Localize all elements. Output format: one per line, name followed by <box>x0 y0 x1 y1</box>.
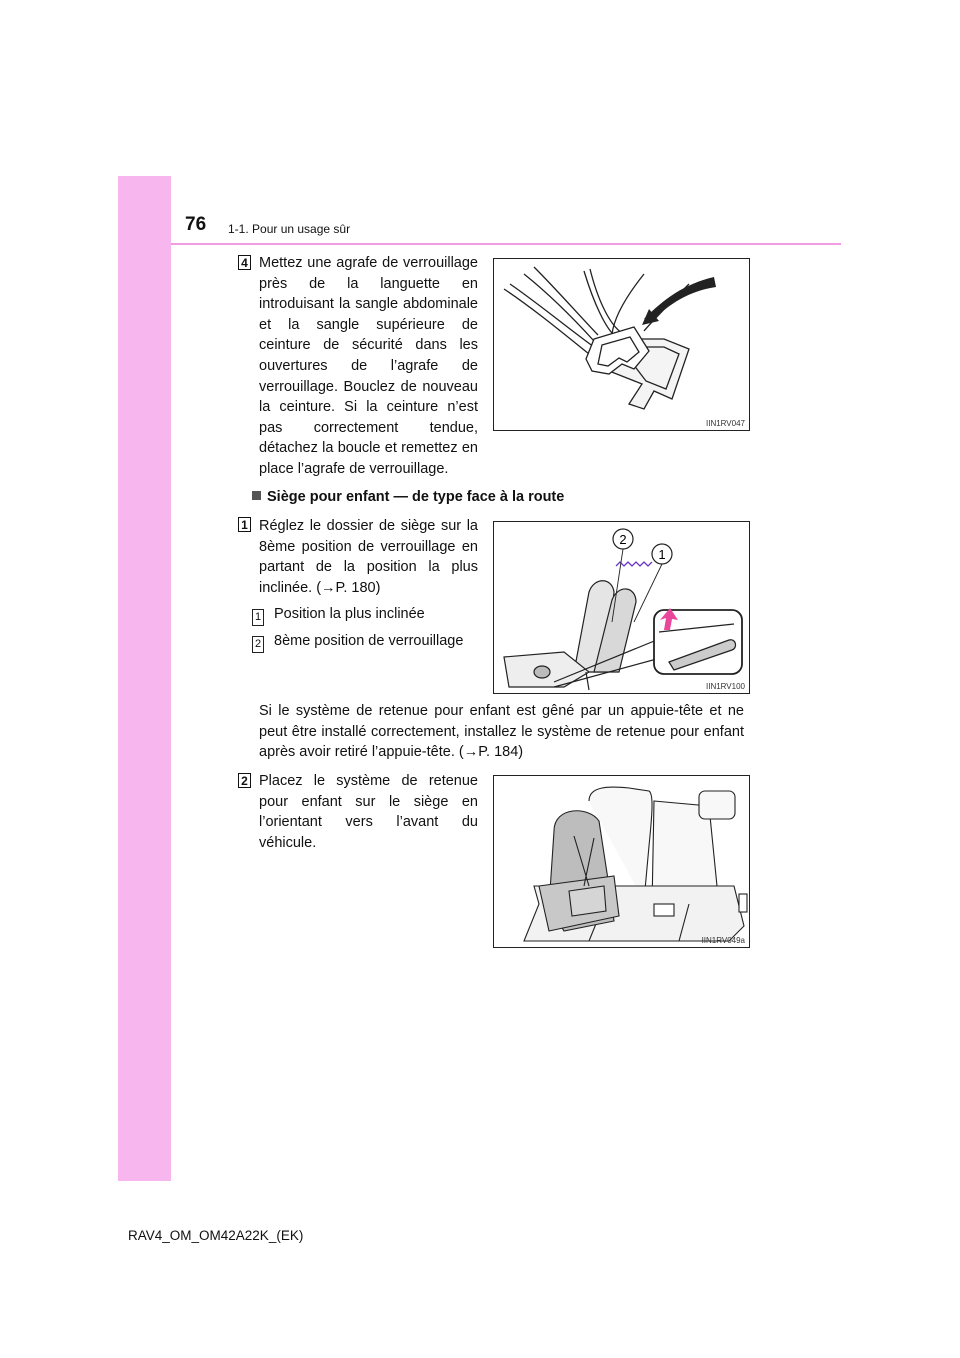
belt-clip-illustration <box>494 259 750 431</box>
legend-item-1: 1 Position la plus inclinée <box>252 606 425 626</box>
figure-child-seat-rear <box>493 775 750 948</box>
figure-seatback-recline <box>493 521 750 694</box>
step-badge-1: 1 <box>238 517 251 532</box>
step-badge-2: 2 <box>238 773 251 788</box>
chapter-sidebar <box>118 176 171 1181</box>
section-heading: Siège pour enfant — de type face à la route <box>252 489 564 505</box>
header-rule <box>171 243 841 245</box>
legend-item-2: 2 8ème position de verrouillage <box>252 633 463 653</box>
page-number: 76 <box>185 214 207 235</box>
step1-note: Si le système de retenue pour enfant est gêné par un appuie-tête et ne peut être installé correctement, installez le système de retenue pour enfant après avoir retiré l’appuie-tête. (→P. 184) <box>259 703 744 761</box>
figure-belt-clip <box>493 258 750 431</box>
step-badge-4: 4 <box>238 255 251 270</box>
step1-text: Réglez le dossier de siège sur la 8ème position de verrouillage en partant de la position la plus inclinée. (→P. 180) <box>259 518 478 596</box>
child-seat-illustration <box>494 776 750 948</box>
callout-2: 2 <box>619 532 627 547</box>
callout-1: 1 <box>658 547 666 562</box>
step4-text: Mettez une agrafe de verrouillage près de la languette en introduisant la sangle abdominale et la sangle supérieure de ceinture de sécurité dans les ouvertures de l’agrafe de verrouillage. Bouclez de nouveau la ceinture. Si la ceinture n’est pas correctement tendue, détachez la boucle et remettez en place l’agrafe de verrouillage. <box>259 255 478 477</box>
step2-text: Placez le système de retenue pour enfant sur le siège en l’orientant vers l’avant du véhicule. <box>259 773 478 851</box>
figure-code: IIN1RV047 <box>706 419 745 428</box>
figure-code: IIN1RV100 <box>706 682 745 691</box>
figure-code: IIN1RV049a <box>701 936 745 945</box>
square-bullet-icon <box>252 491 261 500</box>
document-code: RAV4_OM_OM42A22K_(EK) <box>128 1228 304 1243</box>
seatback-illustration <box>494 522 750 694</box>
section-title: 1-1. Pour un usage sûr <box>228 222 351 236</box>
